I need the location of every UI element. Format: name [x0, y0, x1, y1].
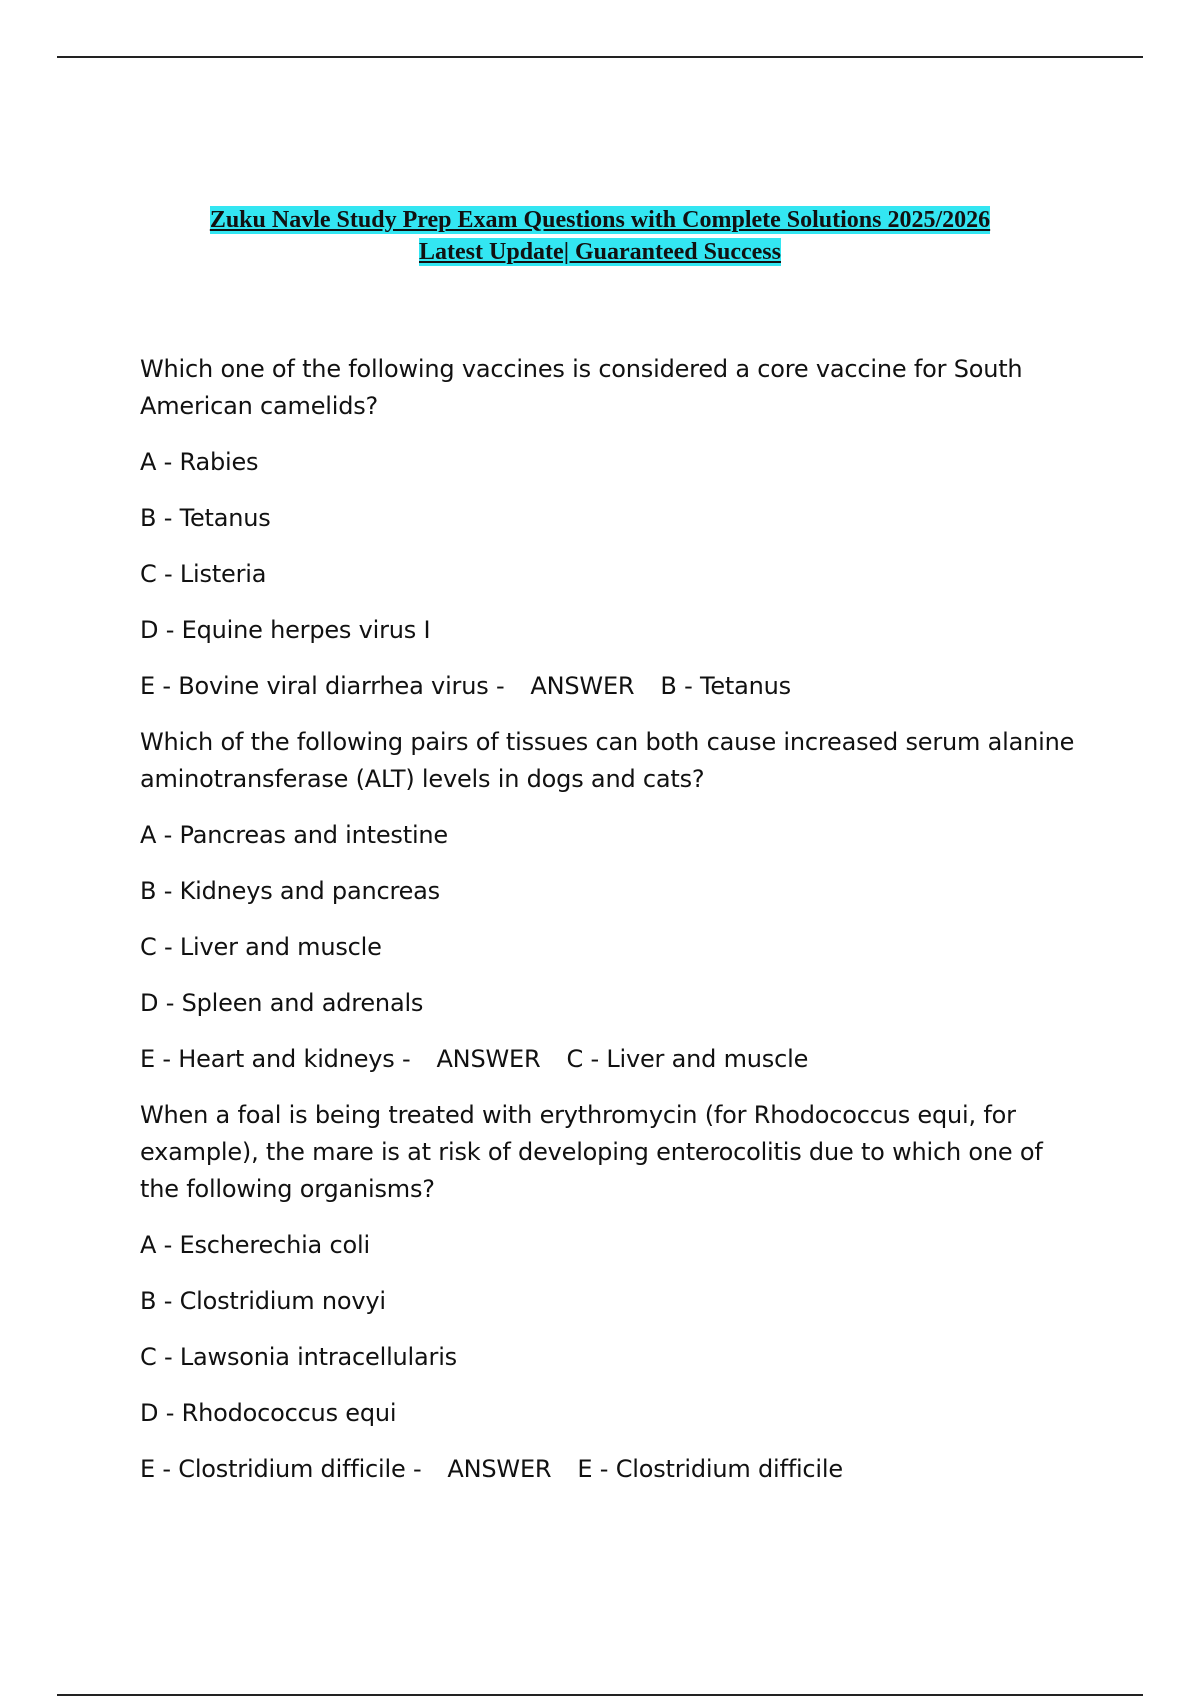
question-list	[140, 351, 1080, 1507]
option-b: B - Kidneys and pancreas	[140, 877, 440, 905]
option-d: D - Equine herpes virus I	[140, 616, 431, 644]
answer-label: ANSWER	[436, 1045, 541, 1073]
option-c: C - Listeria	[140, 560, 267, 588]
question-block-2	[140, 724, 1080, 1078]
document-title	[0, 204, 1200, 268]
option-a: A - Escherechia coli	[140, 1231, 370, 1259]
option-e-with-answer	[140, 668, 1080, 705]
title-line-2: Latest Update| Guaranteed Success	[419, 239, 781, 265]
option-e-with-answer	[140, 1041, 1080, 1078]
question-text: When a foal is being treated with erythromycin (for Rhodococcus equi, for example), the mare is at risk of developing enterocolitis due to which one of the following organisms?	[140, 1101, 1043, 1203]
top-rule	[57, 56, 1143, 58]
answer-value: B - Tetanus	[660, 672, 791, 700]
question-block-3	[140, 1097, 1080, 1488]
option-b: B - Tetanus	[140, 504, 271, 532]
question-text: Which of the following pairs of tissues can both cause increased serum alanine aminotransferase (ALT) levels in dogs and cats?	[140, 728, 1075, 793]
option-c: C - Liver and muscle	[140, 933, 382, 961]
option-e: E - Heart and kidneys -	[140, 1045, 411, 1073]
bottom-rule	[57, 1694, 1143, 1696]
answer-value: E - Clostridium difficile	[577, 1455, 843, 1483]
option-e-with-answer	[140, 1451, 1080, 1488]
option-a: A - Pancreas and intestine	[140, 821, 448, 849]
option-e: E - Bovine viral diarrhea virus -	[140, 672, 505, 700]
title-line-1: Zuku Navle Study Prep Exam Questions with Complete Solutions 2025/2026	[209, 207, 991, 233]
option-a: A - Rabies	[140, 448, 259, 476]
option-b: B - Clostridium novyi	[140, 1287, 386, 1315]
option-d: D - Rhodococcus equi	[140, 1399, 397, 1427]
answer-value: C - Liver and muscle	[566, 1045, 809, 1073]
option-e: E - Clostridium difficile -	[140, 1455, 422, 1483]
option-c: C - Lawsonia intracellularis	[140, 1343, 457, 1371]
answer-label: ANSWER	[530, 672, 635, 700]
question-text: Which one of the following vaccines is considered a core vaccine for South American camelids?	[140, 355, 1023, 420]
answer-label: ANSWER	[447, 1455, 552, 1483]
question-block-1	[140, 351, 1080, 705]
option-d: D - Spleen and adrenals	[140, 989, 424, 1017]
